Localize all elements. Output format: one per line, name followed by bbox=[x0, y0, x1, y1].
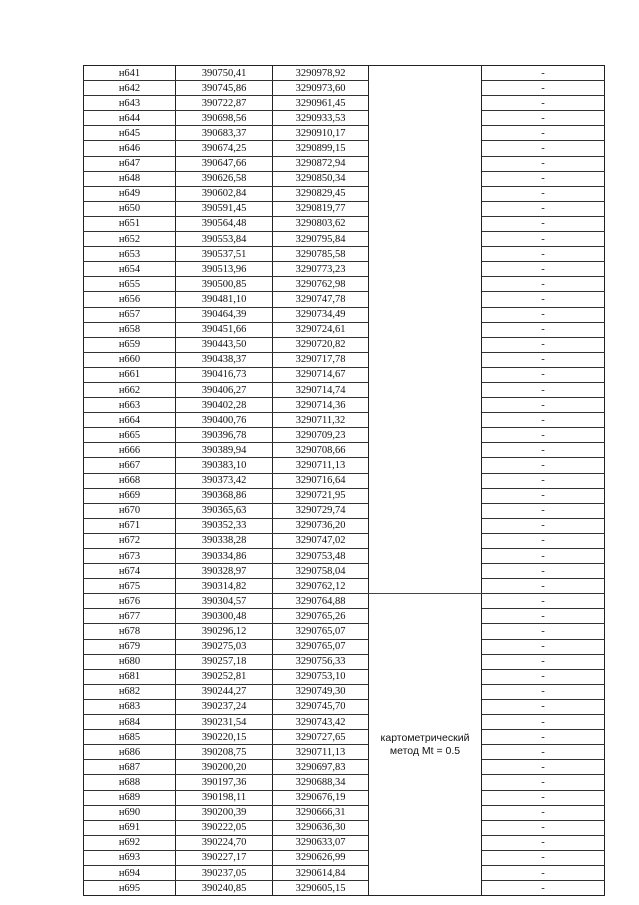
x-coordinate-cell: 390365,63 bbox=[176, 503, 273, 518]
y-coordinate-cell: 3290803,62 bbox=[273, 216, 369, 231]
accuracy-cell: - bbox=[482, 730, 605, 745]
point-id-cell: н673 bbox=[84, 549, 176, 564]
y-coordinate-cell: 3290749,30 bbox=[273, 684, 369, 699]
x-coordinate-cell: 390275,03 bbox=[176, 639, 273, 654]
method-cell: картометрический метод Mt = 0.5 bbox=[369, 594, 482, 896]
table-row bbox=[84, 307, 605, 322]
table-row bbox=[84, 81, 605, 96]
point-id-cell: н682 bbox=[84, 684, 176, 699]
y-coordinate-cell: 3290765,07 bbox=[273, 639, 369, 654]
y-coordinate-cell: 3290708,66 bbox=[273, 443, 369, 458]
x-coordinate-cell: 390443,50 bbox=[176, 337, 273, 352]
table-row bbox=[84, 684, 605, 699]
point-id-cell: н654 bbox=[84, 262, 176, 277]
point-id-cell: н674 bbox=[84, 564, 176, 579]
y-coordinate-cell: 3290753,10 bbox=[273, 669, 369, 684]
x-coordinate-cell: 390257,18 bbox=[176, 654, 273, 669]
y-coordinate-cell: 3290765,07 bbox=[273, 624, 369, 639]
point-id-cell: н649 bbox=[84, 186, 176, 201]
table-row bbox=[84, 609, 605, 624]
x-coordinate-cell: 390406,27 bbox=[176, 382, 273, 397]
table-row bbox=[84, 881, 605, 896]
point-id-cell: н680 bbox=[84, 654, 176, 669]
table-row bbox=[84, 549, 605, 564]
accuracy-cell: - bbox=[482, 126, 605, 141]
y-coordinate-cell: 3290716,64 bbox=[273, 473, 369, 488]
y-coordinate-cell: 3290758,04 bbox=[273, 564, 369, 579]
y-coordinate-cell: 3290747,02 bbox=[273, 533, 369, 548]
accuracy-cell: - bbox=[482, 669, 605, 684]
table-row bbox=[84, 639, 605, 654]
y-coordinate-cell: 3290666,31 bbox=[273, 805, 369, 820]
y-coordinate-cell: 3290850,34 bbox=[273, 171, 369, 186]
accuracy-cell: - bbox=[482, 277, 605, 292]
accuracy-cell: - bbox=[482, 171, 605, 186]
accuracy-cell: - bbox=[482, 624, 605, 639]
y-coordinate-cell: 3290743,42 bbox=[273, 715, 369, 730]
x-coordinate-cell: 390240,85 bbox=[176, 881, 273, 896]
x-coordinate-cell: 390416,73 bbox=[176, 367, 273, 382]
y-coordinate-cell: 3290762,12 bbox=[273, 579, 369, 594]
y-coordinate-cell: 3290734,49 bbox=[273, 307, 369, 322]
point-id-cell: н655 bbox=[84, 277, 176, 292]
x-coordinate-cell: 390314,82 bbox=[176, 579, 273, 594]
y-coordinate-cell: 3290872,94 bbox=[273, 156, 369, 171]
x-coordinate-cell: 390338,28 bbox=[176, 533, 273, 548]
point-id-cell: н689 bbox=[84, 790, 176, 805]
table-row bbox=[84, 820, 605, 835]
y-coordinate-cell: 3290714,36 bbox=[273, 398, 369, 413]
table-row bbox=[84, 715, 605, 730]
y-coordinate-cell: 3290717,78 bbox=[273, 352, 369, 367]
x-coordinate-cell: 390438,37 bbox=[176, 352, 273, 367]
x-coordinate-cell: 390383,10 bbox=[176, 458, 273, 473]
x-coordinate-cell: 390304,57 bbox=[176, 594, 273, 609]
y-coordinate-cell: 3290764,88 bbox=[273, 594, 369, 609]
table-row bbox=[84, 156, 605, 171]
accuracy-cell: - bbox=[482, 262, 605, 277]
y-coordinate-cell: 3290756,33 bbox=[273, 654, 369, 669]
table-row bbox=[84, 730, 605, 745]
point-id-cell: н669 bbox=[84, 488, 176, 503]
accuracy-cell: - bbox=[482, 549, 605, 564]
table-row bbox=[84, 503, 605, 518]
table-row bbox=[84, 654, 605, 669]
accuracy-cell: - bbox=[482, 805, 605, 820]
accuracy-cell: - bbox=[482, 760, 605, 775]
table-row bbox=[84, 458, 605, 473]
accuracy-cell: - bbox=[482, 322, 605, 337]
accuracy-cell: - bbox=[482, 865, 605, 880]
y-coordinate-cell: 3290753,48 bbox=[273, 549, 369, 564]
table-row bbox=[84, 66, 605, 81]
x-coordinate-cell: 390537,51 bbox=[176, 247, 273, 262]
table-row bbox=[84, 699, 605, 714]
point-id-cell: н693 bbox=[84, 850, 176, 865]
accuracy-cell: - bbox=[482, 307, 605, 322]
y-coordinate-cell: 3290709,23 bbox=[273, 428, 369, 443]
accuracy-cell: - bbox=[482, 473, 605, 488]
accuracy-cell: - bbox=[482, 186, 605, 201]
table-row bbox=[84, 232, 605, 247]
point-id-cell: н688 bbox=[84, 775, 176, 790]
table-row bbox=[84, 322, 605, 337]
x-coordinate-cell: 390647,66 bbox=[176, 156, 273, 171]
x-coordinate-cell: 390750,41 bbox=[176, 66, 273, 81]
accuracy-cell: - bbox=[482, 66, 605, 81]
accuracy-cell: - bbox=[482, 639, 605, 654]
accuracy-cell: - bbox=[482, 352, 605, 367]
point-id-cell: н663 bbox=[84, 398, 176, 413]
accuracy-cell: - bbox=[482, 247, 605, 262]
coordinates-table bbox=[83, 65, 605, 896]
table-row bbox=[84, 669, 605, 684]
table-row bbox=[84, 247, 605, 262]
accuracy-cell: - bbox=[482, 850, 605, 865]
table-row bbox=[84, 111, 605, 126]
y-coordinate-cell: 3290765,26 bbox=[273, 609, 369, 624]
accuracy-cell: - bbox=[482, 201, 605, 216]
x-coordinate-cell: 390200,39 bbox=[176, 805, 273, 820]
point-id-cell: н670 bbox=[84, 503, 176, 518]
table-row bbox=[84, 141, 605, 156]
x-coordinate-cell: 390220,15 bbox=[176, 730, 273, 745]
x-coordinate-cell: 390396,78 bbox=[176, 428, 273, 443]
table-row bbox=[84, 443, 605, 458]
y-coordinate-cell: 3290724,61 bbox=[273, 322, 369, 337]
accuracy-cell: - bbox=[482, 428, 605, 443]
point-id-cell: н675 bbox=[84, 579, 176, 594]
y-coordinate-cell: 3290727,65 bbox=[273, 730, 369, 745]
table-row bbox=[84, 428, 605, 443]
y-coordinate-cell: 3290614,84 bbox=[273, 865, 369, 880]
accuracy-cell: - bbox=[482, 232, 605, 247]
x-coordinate-cell: 390368,86 bbox=[176, 488, 273, 503]
x-coordinate-cell: 390296,12 bbox=[176, 624, 273, 639]
table-row bbox=[84, 850, 605, 865]
table-row bbox=[84, 579, 605, 594]
accuracy-cell: - bbox=[482, 745, 605, 760]
point-id-cell: н692 bbox=[84, 835, 176, 850]
y-coordinate-cell: 3290721,95 bbox=[273, 488, 369, 503]
point-id-cell: н652 bbox=[84, 232, 176, 247]
x-coordinate-cell: 390244,27 bbox=[176, 684, 273, 699]
table-row bbox=[84, 835, 605, 850]
accuracy-cell: - bbox=[482, 216, 605, 231]
point-id-cell: н677 bbox=[84, 609, 176, 624]
accuracy-cell: - bbox=[482, 413, 605, 428]
accuracy-cell: - bbox=[482, 367, 605, 382]
accuracy-cell: - bbox=[482, 141, 605, 156]
x-coordinate-cell: 390626,58 bbox=[176, 171, 273, 186]
accuracy-cell: - bbox=[482, 533, 605, 548]
x-coordinate-cell: 390481,10 bbox=[176, 292, 273, 307]
x-coordinate-cell: 390352,33 bbox=[176, 518, 273, 533]
accuracy-cell: - bbox=[482, 579, 605, 594]
y-coordinate-cell: 3290711,13 bbox=[273, 745, 369, 760]
accuracy-cell: - bbox=[482, 684, 605, 699]
point-id-cell: н650 bbox=[84, 201, 176, 216]
table-row bbox=[84, 186, 605, 201]
y-coordinate-cell: 3290745,70 bbox=[273, 699, 369, 714]
accuracy-cell: - bbox=[482, 609, 605, 624]
point-id-cell: н644 bbox=[84, 111, 176, 126]
point-id-cell: н653 bbox=[84, 247, 176, 262]
x-coordinate-cell: 390389,94 bbox=[176, 443, 273, 458]
accuracy-cell: - bbox=[482, 775, 605, 790]
x-coordinate-cell: 390208,75 bbox=[176, 745, 273, 760]
coordinates-table-body bbox=[84, 66, 605, 896]
x-coordinate-cell: 390745,86 bbox=[176, 81, 273, 96]
x-coordinate-cell: 390200,20 bbox=[176, 760, 273, 775]
x-coordinate-cell: 390674,25 bbox=[176, 141, 273, 156]
y-coordinate-cell: 3290714,67 bbox=[273, 367, 369, 382]
point-id-cell: н671 bbox=[84, 518, 176, 533]
table-row bbox=[84, 745, 605, 760]
point-id-cell: н661 bbox=[84, 367, 176, 382]
point-id-cell: н678 bbox=[84, 624, 176, 639]
x-coordinate-cell: 390197,36 bbox=[176, 775, 273, 790]
point-id-cell: н664 bbox=[84, 413, 176, 428]
table-row bbox=[84, 518, 605, 533]
x-coordinate-cell: 390224,70 bbox=[176, 835, 273, 850]
y-coordinate-cell: 3290633,07 bbox=[273, 835, 369, 850]
accuracy-cell: - bbox=[482, 654, 605, 669]
y-coordinate-cell: 3290729,74 bbox=[273, 503, 369, 518]
point-id-cell: н684 bbox=[84, 715, 176, 730]
x-coordinate-cell: 390451,66 bbox=[176, 322, 273, 337]
x-coordinate-cell: 390252,81 bbox=[176, 669, 273, 684]
y-coordinate-cell: 3290910,17 bbox=[273, 126, 369, 141]
table-row bbox=[84, 367, 605, 382]
accuracy-cell: - bbox=[482, 518, 605, 533]
accuracy-cell: - bbox=[482, 458, 605, 473]
point-id-cell: н672 bbox=[84, 533, 176, 548]
x-coordinate-cell: 390222,05 bbox=[176, 820, 273, 835]
point-id-cell: н658 bbox=[84, 322, 176, 337]
table-row bbox=[84, 865, 605, 880]
table-row bbox=[84, 760, 605, 775]
y-coordinate-cell: 3290626,99 bbox=[273, 850, 369, 865]
point-id-cell: н681 bbox=[84, 669, 176, 684]
x-coordinate-cell: 390402,28 bbox=[176, 398, 273, 413]
point-id-cell: н694 bbox=[84, 865, 176, 880]
point-id-cell: н648 bbox=[84, 171, 176, 186]
point-id-cell: н668 bbox=[84, 473, 176, 488]
y-coordinate-cell: 3290605,15 bbox=[273, 881, 369, 896]
accuracy-cell: - bbox=[482, 715, 605, 730]
point-id-cell: н659 bbox=[84, 337, 176, 352]
table-row bbox=[84, 790, 605, 805]
point-id-cell: н656 bbox=[84, 292, 176, 307]
point-id-cell: н643 bbox=[84, 96, 176, 111]
y-coordinate-cell: 3290711,32 bbox=[273, 413, 369, 428]
y-coordinate-cell: 3290899,15 bbox=[273, 141, 369, 156]
point-id-cell: н662 bbox=[84, 382, 176, 397]
table-row bbox=[84, 805, 605, 820]
table-row bbox=[84, 337, 605, 352]
y-coordinate-cell: 3290747,78 bbox=[273, 292, 369, 307]
point-id-cell: н679 bbox=[84, 639, 176, 654]
y-coordinate-cell: 3290736,20 bbox=[273, 518, 369, 533]
x-coordinate-cell: 390227,17 bbox=[176, 850, 273, 865]
accuracy-cell: - bbox=[482, 488, 605, 503]
x-coordinate-cell: 390698,56 bbox=[176, 111, 273, 126]
y-coordinate-cell: 3290773,23 bbox=[273, 262, 369, 277]
accuracy-cell: - bbox=[482, 443, 605, 458]
y-coordinate-cell: 3290978,92 bbox=[273, 66, 369, 81]
point-id-cell: н690 bbox=[84, 805, 176, 820]
accuracy-cell: - bbox=[482, 790, 605, 805]
y-coordinate-cell: 3290688,34 bbox=[273, 775, 369, 790]
accuracy-cell: - bbox=[482, 881, 605, 896]
table-row bbox=[84, 352, 605, 367]
accuracy-cell: - bbox=[482, 111, 605, 126]
accuracy-cell: - bbox=[482, 835, 605, 850]
point-id-cell: н657 bbox=[84, 307, 176, 322]
point-id-cell: н676 bbox=[84, 594, 176, 609]
accuracy-cell: - bbox=[482, 699, 605, 714]
y-coordinate-cell: 3290676,19 bbox=[273, 790, 369, 805]
point-id-cell: н646 bbox=[84, 141, 176, 156]
x-coordinate-cell: 390334,86 bbox=[176, 549, 273, 564]
table-row bbox=[84, 292, 605, 307]
accuracy-cell: - bbox=[482, 382, 605, 397]
x-coordinate-cell: 390237,24 bbox=[176, 699, 273, 714]
point-id-cell: н686 bbox=[84, 745, 176, 760]
accuracy-cell: - bbox=[482, 337, 605, 352]
table-row bbox=[84, 201, 605, 216]
table-row bbox=[84, 564, 605, 579]
accuracy-cell: - bbox=[482, 398, 605, 413]
y-coordinate-cell: 3290795,84 bbox=[273, 232, 369, 247]
accuracy-cell: - bbox=[482, 96, 605, 111]
y-coordinate-cell: 3290829,45 bbox=[273, 186, 369, 201]
table-row bbox=[84, 413, 605, 428]
point-id-cell: н645 bbox=[84, 126, 176, 141]
accuracy-cell: - bbox=[482, 564, 605, 579]
y-coordinate-cell: 3290720,82 bbox=[273, 337, 369, 352]
table-row bbox=[84, 262, 605, 277]
method-cell-top bbox=[369, 66, 482, 594]
table-row bbox=[84, 624, 605, 639]
x-coordinate-cell: 390237,05 bbox=[176, 865, 273, 880]
table-row bbox=[84, 277, 605, 292]
y-coordinate-cell: 3290961,45 bbox=[273, 96, 369, 111]
accuracy-cell: - bbox=[482, 820, 605, 835]
point-id-cell: н665 bbox=[84, 428, 176, 443]
y-coordinate-cell: 3290933,53 bbox=[273, 111, 369, 126]
point-id-cell: н641 bbox=[84, 66, 176, 81]
point-id-cell: н667 bbox=[84, 458, 176, 473]
x-coordinate-cell: 390400,76 bbox=[176, 413, 273, 428]
table-row bbox=[84, 96, 605, 111]
table-row bbox=[84, 216, 605, 231]
x-coordinate-cell: 390602,84 bbox=[176, 186, 273, 201]
x-coordinate-cell: 390231,54 bbox=[176, 715, 273, 730]
table-row bbox=[84, 533, 605, 548]
accuracy-cell: - bbox=[482, 156, 605, 171]
point-id-cell: н691 bbox=[84, 820, 176, 835]
point-id-cell: н642 bbox=[84, 81, 176, 96]
y-coordinate-cell: 3290785,58 bbox=[273, 247, 369, 262]
x-coordinate-cell: 390553,84 bbox=[176, 232, 273, 247]
accuracy-cell: - bbox=[482, 594, 605, 609]
y-coordinate-cell: 3290636,30 bbox=[273, 820, 369, 835]
point-id-cell: н666 bbox=[84, 443, 176, 458]
x-coordinate-cell: 390683,37 bbox=[176, 126, 273, 141]
y-coordinate-cell: 3290973,60 bbox=[273, 81, 369, 96]
table-row bbox=[84, 382, 605, 397]
x-coordinate-cell: 390328,97 bbox=[176, 564, 273, 579]
y-coordinate-cell: 3290714,74 bbox=[273, 382, 369, 397]
point-id-cell: н651 bbox=[84, 216, 176, 231]
accuracy-cell: - bbox=[482, 81, 605, 96]
x-coordinate-cell: 390722,87 bbox=[176, 96, 273, 111]
y-coordinate-cell: 3290711,13 bbox=[273, 458, 369, 473]
point-id-cell: н683 bbox=[84, 699, 176, 714]
x-coordinate-cell: 390591,45 bbox=[176, 201, 273, 216]
point-id-cell: н685 bbox=[84, 730, 176, 745]
table-row bbox=[84, 488, 605, 503]
y-coordinate-cell: 3290697,83 bbox=[273, 760, 369, 775]
table-row bbox=[84, 171, 605, 186]
y-coordinate-cell: 3290762,98 bbox=[273, 277, 369, 292]
x-coordinate-cell: 390464,39 bbox=[176, 307, 273, 322]
table-row bbox=[84, 398, 605, 413]
table-row bbox=[84, 473, 605, 488]
point-id-cell: н687 bbox=[84, 760, 176, 775]
point-id-cell: н695 bbox=[84, 881, 176, 896]
x-coordinate-cell: 390198,11 bbox=[176, 790, 273, 805]
x-coordinate-cell: 390564,48 bbox=[176, 216, 273, 231]
x-coordinate-cell: 390373,42 bbox=[176, 473, 273, 488]
table-row bbox=[84, 126, 605, 141]
table-row bbox=[84, 775, 605, 790]
accuracy-cell: - bbox=[482, 503, 605, 518]
x-coordinate-cell: 390500,85 bbox=[176, 277, 273, 292]
accuracy-cell: - bbox=[482, 292, 605, 307]
y-coordinate-cell: 3290819,77 bbox=[273, 201, 369, 216]
x-coordinate-cell: 390513,96 bbox=[176, 262, 273, 277]
point-id-cell: н647 bbox=[84, 156, 176, 171]
table-row bbox=[84, 594, 605, 609]
x-coordinate-cell: 390300,48 bbox=[176, 609, 273, 624]
point-id-cell: н660 bbox=[84, 352, 176, 367]
